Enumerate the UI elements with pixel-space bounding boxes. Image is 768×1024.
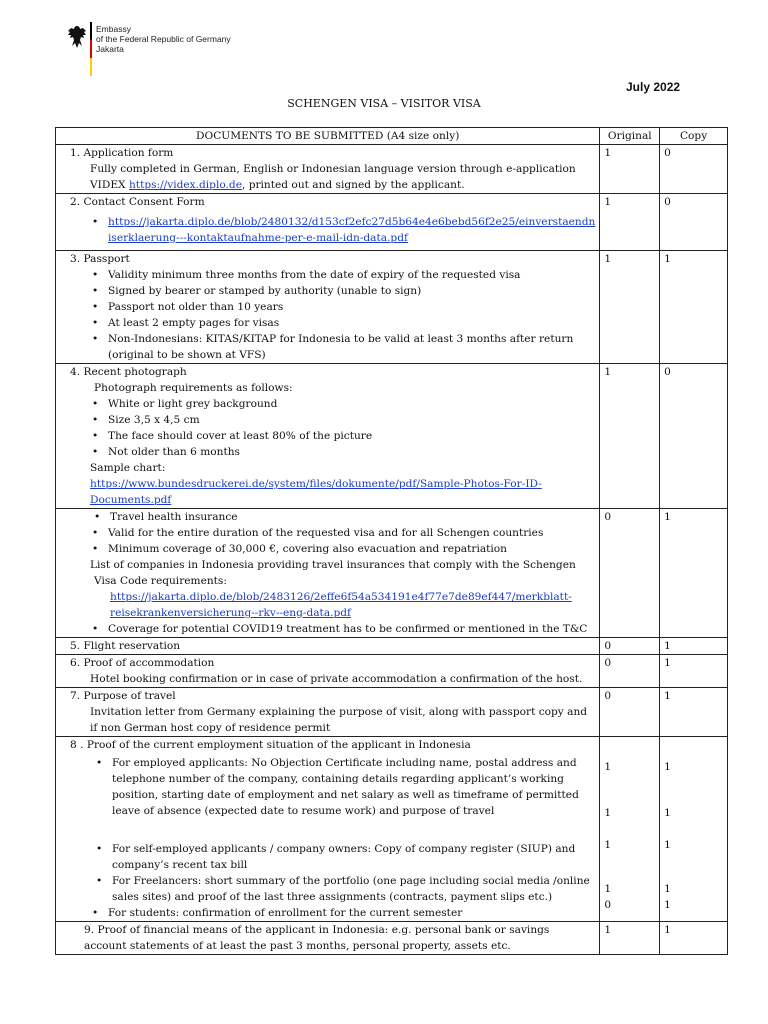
table-row bbox=[56, 251, 728, 364]
copy-count: 1 bbox=[660, 509, 728, 638]
list-item: • For self-employed applicants / company owners: Copy of company register (SIUP) and company’s recent tax bill bbox=[112, 841, 595, 873]
row-text: if non German host copy of residence permit bbox=[90, 722, 331, 734]
original-count: 0 bbox=[600, 509, 660, 638]
row-text: (original to be shown at VFS) bbox=[108, 349, 266, 361]
row-application-form bbox=[56, 145, 600, 194]
list-item: • Non-Indonesians: KITAS/KITAP for Indonesia to be valid at least 3 months after return bbox=[108, 331, 595, 347]
row-text: List of companies in Indonesia providing travel insurances that comply with the Schengen bbox=[90, 559, 576, 571]
table-row bbox=[56, 737, 728, 922]
row-passport bbox=[56, 251, 600, 364]
list-item: • At least 2 empty pages for visas bbox=[108, 315, 595, 331]
row-title: 7. Purpose of travel bbox=[70, 690, 176, 702]
list-item: • Minimum coverage of 30,000 €, covering also evacuation and repatriation bbox=[108, 541, 595, 557]
copy-count: 1 bbox=[660, 688, 728, 737]
table-row bbox=[56, 364, 728, 509]
documents-table bbox=[55, 127, 728, 955]
document-date: July 2022 bbox=[626, 80, 681, 94]
table-row bbox=[56, 688, 728, 737]
row-title: 5. Flight reservation bbox=[70, 640, 181, 652]
copy-count: 0 bbox=[660, 364, 728, 509]
original-count: 1 bbox=[600, 364, 660, 509]
header-documents: DOCUMENTS TO BE SUBMITTED (A4 size only) bbox=[56, 128, 600, 145]
table-header-row bbox=[56, 128, 728, 145]
insurance-list-link[interactable]: https://jakarta.diplo.de/blob/2483126/2effe6f54a534191e4f77e7de89ef447/merkblatt- reisekrankenversicherung--rkv--eng-data.pdf bbox=[110, 591, 572, 619]
row-financial-means bbox=[56, 922, 600, 955]
header-copy: Copy bbox=[660, 128, 728, 145]
row-flight bbox=[56, 638, 600, 655]
videx-link[interactable]: https://videx.diplo.de bbox=[128, 179, 242, 191]
row-title: 2. Contact Consent Form bbox=[70, 196, 205, 208]
copy-count: 1 1 1 1 1 bbox=[660, 737, 728, 922]
list-item: • For students: confirmation of enrollment for the current semester bbox=[108, 905, 595, 921]
row-title: 4. Recent photograph bbox=[70, 366, 187, 378]
table-row bbox=[56, 638, 728, 655]
list-item: • Size 3,5 x 4,5 cm bbox=[108, 412, 595, 428]
original-count: 0 bbox=[600, 655, 660, 688]
row-employment bbox=[56, 737, 600, 922]
original-count: 1 bbox=[600, 194, 660, 251]
copy-count: 0 bbox=[660, 145, 728, 194]
row-title: 8 . Proof of the current employment situation of the applicant in Indonesia bbox=[70, 739, 471, 751]
row-text: Visa Code requirements: bbox=[94, 575, 227, 587]
copy-count: 0 bbox=[660, 194, 728, 251]
header-original: Original bbox=[600, 128, 660, 145]
row-text: Sample chart: bbox=[90, 462, 166, 474]
row-photograph bbox=[56, 364, 600, 509]
list-item: • Coverage for potential COVID19 treatment has to be confirmed or mentioned in the T&C bbox=[108, 621, 595, 637]
row-purpose bbox=[56, 688, 600, 737]
row-text: 9. Proof of financial means of the applicant in Indonesia: e.g. personal bank or savings bbox=[84, 924, 550, 936]
table-row bbox=[56, 655, 728, 688]
list-item: • Validity minimum three months from the date of expiry of the requested visa bbox=[108, 267, 595, 283]
list-item: • Passport not older than 10 years bbox=[108, 299, 595, 315]
row-text: Photograph requirements as follows: bbox=[94, 382, 293, 394]
copy-count: 1 bbox=[660, 251, 728, 364]
embassy-name: Embassy of the Federal Republic of Germany Jakarta bbox=[96, 24, 231, 54]
copy-count: 1 bbox=[660, 655, 728, 688]
row-accommodation bbox=[56, 655, 600, 688]
copy-count: 1 bbox=[660, 638, 728, 655]
eagle-icon bbox=[66, 24, 88, 50]
document-title: SCHENGEN VISA – VISITOR VISA bbox=[287, 97, 481, 110]
table-row bbox=[56, 509, 728, 638]
row-text: VIDEX https://videx.diplo.de, printed out and signed by the applicant. bbox=[90, 179, 465, 191]
row-health-insurance bbox=[56, 509, 600, 638]
row-title: 3. Passport bbox=[70, 253, 130, 265]
row-title: 6. Proof of accommodation bbox=[70, 657, 215, 669]
original-count: 1 bbox=[600, 251, 660, 364]
row-text: Fully completed in German, English or Indonesian language version through e-application bbox=[90, 163, 576, 175]
row-contact-consent bbox=[56, 194, 600, 251]
table-row bbox=[56, 145, 728, 194]
row-title: 1. Application form bbox=[70, 147, 174, 159]
original-count: 1 1 1 1 0 bbox=[600, 737, 660, 922]
list-item: • Travel health insurance bbox=[110, 509, 595, 525]
consent-form-link[interactable]: https://jakarta.diplo.de/blob/2480132/d153cf2efc27d5b64e4e6bebd56f2e25/einverstaendn iserklaerung---kontaktaufnahme-per-e-mail-idn-data.pdf bbox=[108, 216, 596, 244]
list-item: • Not older than 6 months bbox=[108, 444, 595, 460]
original-count: 0 bbox=[600, 688, 660, 737]
table-row bbox=[56, 194, 728, 251]
sample-photos-link[interactable]: https://www.bundesdruckerei.de/system/files/dokumente/pdf/Sample-Photos-For-ID- Documents.pdf bbox=[90, 478, 542, 506]
list-item: • The face should cover at least 80% of the picture bbox=[108, 428, 595, 444]
table-row bbox=[56, 922, 728, 955]
list-item: • Signed by bearer or stamped by authority (unable to sign) bbox=[108, 283, 595, 299]
row-text: Hotel booking confirmation or in case of private accommodation a confirmation of the host. bbox=[90, 673, 583, 685]
row-text: account statements of at least the past 3 months, personal property, assets etc. bbox=[84, 940, 511, 952]
list-item: • For employed applicants: No Objection Certificate including name, postal address and telephone number of the company, containing details regarding applicant’s working position, starting date of employment and net salary as well as timeframe of permitted leave of absence (expected date to resume work) and purpose of travel bbox=[112, 755, 595, 819]
flag-bar bbox=[90, 22, 92, 76]
original-count: 1 bbox=[600, 922, 660, 955]
list-item: • For Freelancers: short summary of the portfolio (one page including social media /online sales sites) and proof of the last three assignments (contracts, payment slips etc.) bbox=[112, 873, 595, 905]
list-item: • White or light grey background bbox=[108, 396, 595, 412]
row-text: Invitation letter from Germany explaining the purpose of visit, along with passport copy and bbox=[90, 706, 588, 718]
list-item: • Valid for the entire duration of the requested visa and for all Schengen countries bbox=[108, 525, 595, 541]
copy-count: 1 bbox=[660, 922, 728, 955]
original-count: 1 bbox=[600, 145, 660, 194]
original-count: 0 bbox=[600, 638, 660, 655]
